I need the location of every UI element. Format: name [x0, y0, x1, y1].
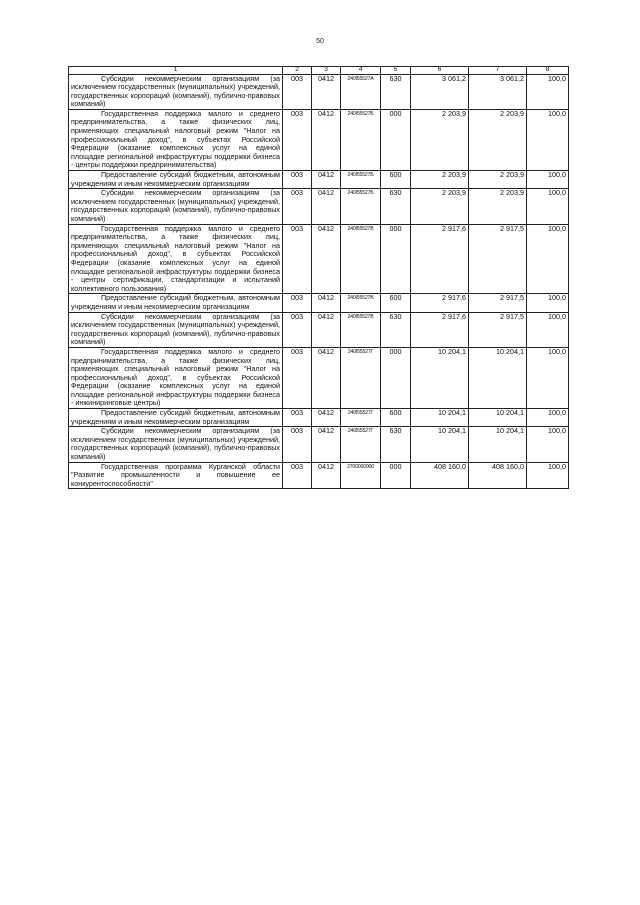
row-gr: 003: [283, 409, 312, 427]
row-rz: 0412: [312, 427, 341, 462]
table-row: [69, 224, 569, 294]
row-rz: 0412: [312, 224, 341, 294]
row-percent: 100,0: [527, 427, 569, 462]
row-gr: 003: [283, 347, 312, 408]
table-row: [69, 109, 569, 170]
row-vr: 600: [381, 171, 411, 189]
row-vr: 000: [381, 347, 411, 408]
row-name: Государственная поддержка малого и среднего предпринимательства, а также физических лиц, применяющих специальный налоговый режим "Налог на профессиональный доход", в субъектах Российской Федерации (оказание комплексных услуг на единой площадке региональной инфраструктуры поддержки бизнеса - центры сертификации, стандартизации и испытаний коллективного пользования): [69, 224, 283, 294]
row-percent: 100,0: [527, 189, 569, 224]
row-plan: 10 204,1: [411, 347, 469, 408]
row-gr: 003: [283, 427, 312, 462]
row-name: Предоставление субсидий бюджетным, автономным учреждениям и иным некоммерческим организациям: [69, 171, 283, 189]
row-gr: 003: [283, 171, 312, 189]
table-row: [69, 294, 569, 312]
row-kcsr: 240I55527Г: [341, 427, 381, 462]
row-fact: 2 203,9: [469, 189, 527, 224]
row-rz: 0412: [312, 312, 341, 347]
row-percent: 100,0: [527, 171, 569, 189]
row-rz: 0412: [312, 189, 341, 224]
row-gr: 003: [283, 312, 312, 347]
row-name: Государственная поддержка малого и среднего предпринимательства, а также физических лиц, применяющих специальный налоговый режим "Налог на профессиональный доход", в субъектах Российской Федерации (оказание комплексных услуг на единой площадке региональной инфраструктуры поддержки бизнеса - центры поддержки предпринимательства): [69, 109, 283, 170]
row-vr: 630: [381, 312, 411, 347]
row-kcsr: 240I55527В: [341, 294, 381, 312]
row-name: Государственная программа Курганской области "Развитие промышленности и повышение ее конкурентоспособности": [69, 462, 283, 489]
row-plan: 3 061,2: [411, 74, 469, 109]
row-vr: 000: [381, 224, 411, 294]
row-vr: 600: [381, 294, 411, 312]
row-fact: 10 204,1: [469, 409, 527, 427]
row-plan: 2 203,9: [411, 109, 469, 170]
row-plan: 408 160,0: [411, 462, 469, 489]
column-header: 3: [312, 67, 341, 75]
table-row: [69, 347, 569, 408]
row-vr: 630: [381, 427, 411, 462]
row-kcsr: 240I55527А: [341, 74, 381, 109]
row-kcsr: 240I55527Б: [341, 189, 381, 224]
row-plan: 2 203,9: [411, 189, 469, 224]
row-vr: 600: [381, 409, 411, 427]
column-header: 6: [411, 67, 469, 75]
row-plan: 2 917,6: [411, 224, 469, 294]
row-gr: 003: [283, 294, 312, 312]
row-percent: 100,0: [527, 109, 569, 170]
row-percent: 100,0: [527, 294, 569, 312]
row-name: Субсидии некоммерческим организациям (за исключением государственных (муниципальных) учреждений, государственных корпораций (компаний), публично-правовых компаний): [69, 189, 283, 224]
row-fact: 10 204,1: [469, 347, 527, 408]
row-gr: 003: [283, 109, 312, 170]
row-kcsr: 240I55527В: [341, 312, 381, 347]
row-fact: 2 917,5: [469, 224, 527, 294]
row-percent: 100,0: [527, 409, 569, 427]
row-rz: 0412: [312, 294, 341, 312]
budget-table: [68, 66, 569, 489]
row-kcsr: 240I55527Г: [341, 347, 381, 408]
row-rz: 0412: [312, 347, 341, 408]
row-percent: 100,0: [527, 312, 569, 347]
row-kcsr: 240I55527Б: [341, 109, 381, 170]
row-kcsr: 240I55527Г: [341, 409, 381, 427]
table-row: [69, 427, 569, 462]
row-fact: 2 917,5: [469, 294, 527, 312]
row-kcsr: 240I55527Б: [341, 171, 381, 189]
row-fact: 3 061,2: [469, 74, 527, 109]
row-fact: 10 204,1: [469, 427, 527, 462]
row-rz: 0412: [312, 171, 341, 189]
table-row: [69, 462, 569, 489]
row-name: Предоставление субсидий бюджетным, автономным учреждениям и иным некоммерческим организациям: [69, 294, 283, 312]
row-name: Субсидии некоммерческим организациям (за исключением государственных (муниципальных) учреждений, государственных корпораций (компаний), публично-правовых компаний): [69, 74, 283, 109]
row-fact: 2 203,9: [469, 109, 527, 170]
row-gr: 003: [283, 224, 312, 294]
row-name: Предоставление субсидий бюджетным, автономным учреждениям и иным некоммерческим организациям: [69, 409, 283, 427]
row-rz: 0412: [312, 109, 341, 170]
row-rz: 0412: [312, 462, 341, 489]
row-kcsr: 2700000000: [341, 462, 381, 489]
row-name: Субсидии некоммерческим организациям (за исключением государственных (муниципальных) учреждений, государственных корпораций (компаний), публично-правовых компаний): [69, 312, 283, 347]
column-header: 5: [381, 67, 411, 75]
row-plan: 2 917,6: [411, 294, 469, 312]
row-vr: 630: [381, 189, 411, 224]
row-plan: 2 917,6: [411, 312, 469, 347]
row-percent: 100,0: [527, 347, 569, 408]
column-header: 1: [69, 67, 283, 75]
table-row: [69, 189, 569, 224]
page-number: 50: [316, 38, 324, 45]
row-gr: 003: [283, 189, 312, 224]
row-rz: 0412: [312, 409, 341, 427]
column-header: 2: [283, 67, 312, 75]
row-name: Государственная поддержка малого и среднего предпринимательства, а также физических лиц, применяющих специальный налоговый режим "Налог на профессиональный доход", в субъектах Российской Федерации (оказание комплексных услуг на единой площадке региональной инфраструктуры поддержки бизнеса - инжиниринговые центры): [69, 347, 283, 408]
row-gr: 003: [283, 74, 312, 109]
table-row: [69, 74, 569, 109]
column-header: 4: [341, 67, 381, 75]
row-rz: 0412: [312, 74, 341, 109]
row-plan: 10 204,1: [411, 409, 469, 427]
row-name: Субсидии некоммерческим организациям (за исключением государственных (муниципальных) учреждений, государственных корпораций (компаний), публично-правовых компаний): [69, 427, 283, 462]
row-percent: 100,0: [527, 74, 569, 109]
row-kcsr: 240I55527В: [341, 224, 381, 294]
table-row: [69, 312, 569, 347]
table-row: [69, 409, 569, 427]
row-vr: 000: [381, 109, 411, 170]
row-plan: 2 203,9: [411, 171, 469, 189]
table-row: [69, 171, 569, 189]
column-number-row: [69, 67, 569, 75]
row-percent: 100,0: [527, 224, 569, 294]
row-fact: 408 160,0: [469, 462, 527, 489]
row-vr: 630: [381, 74, 411, 109]
row-fact: 2 203,9: [469, 171, 527, 189]
row-plan: 10 204,1: [411, 427, 469, 462]
column-header: 7: [469, 67, 527, 75]
row-percent: 100,0: [527, 462, 569, 489]
column-header: 8: [527, 67, 569, 75]
row-fact: 2 917,5: [469, 312, 527, 347]
row-vr: 000: [381, 462, 411, 489]
row-gr: 003: [283, 462, 312, 489]
